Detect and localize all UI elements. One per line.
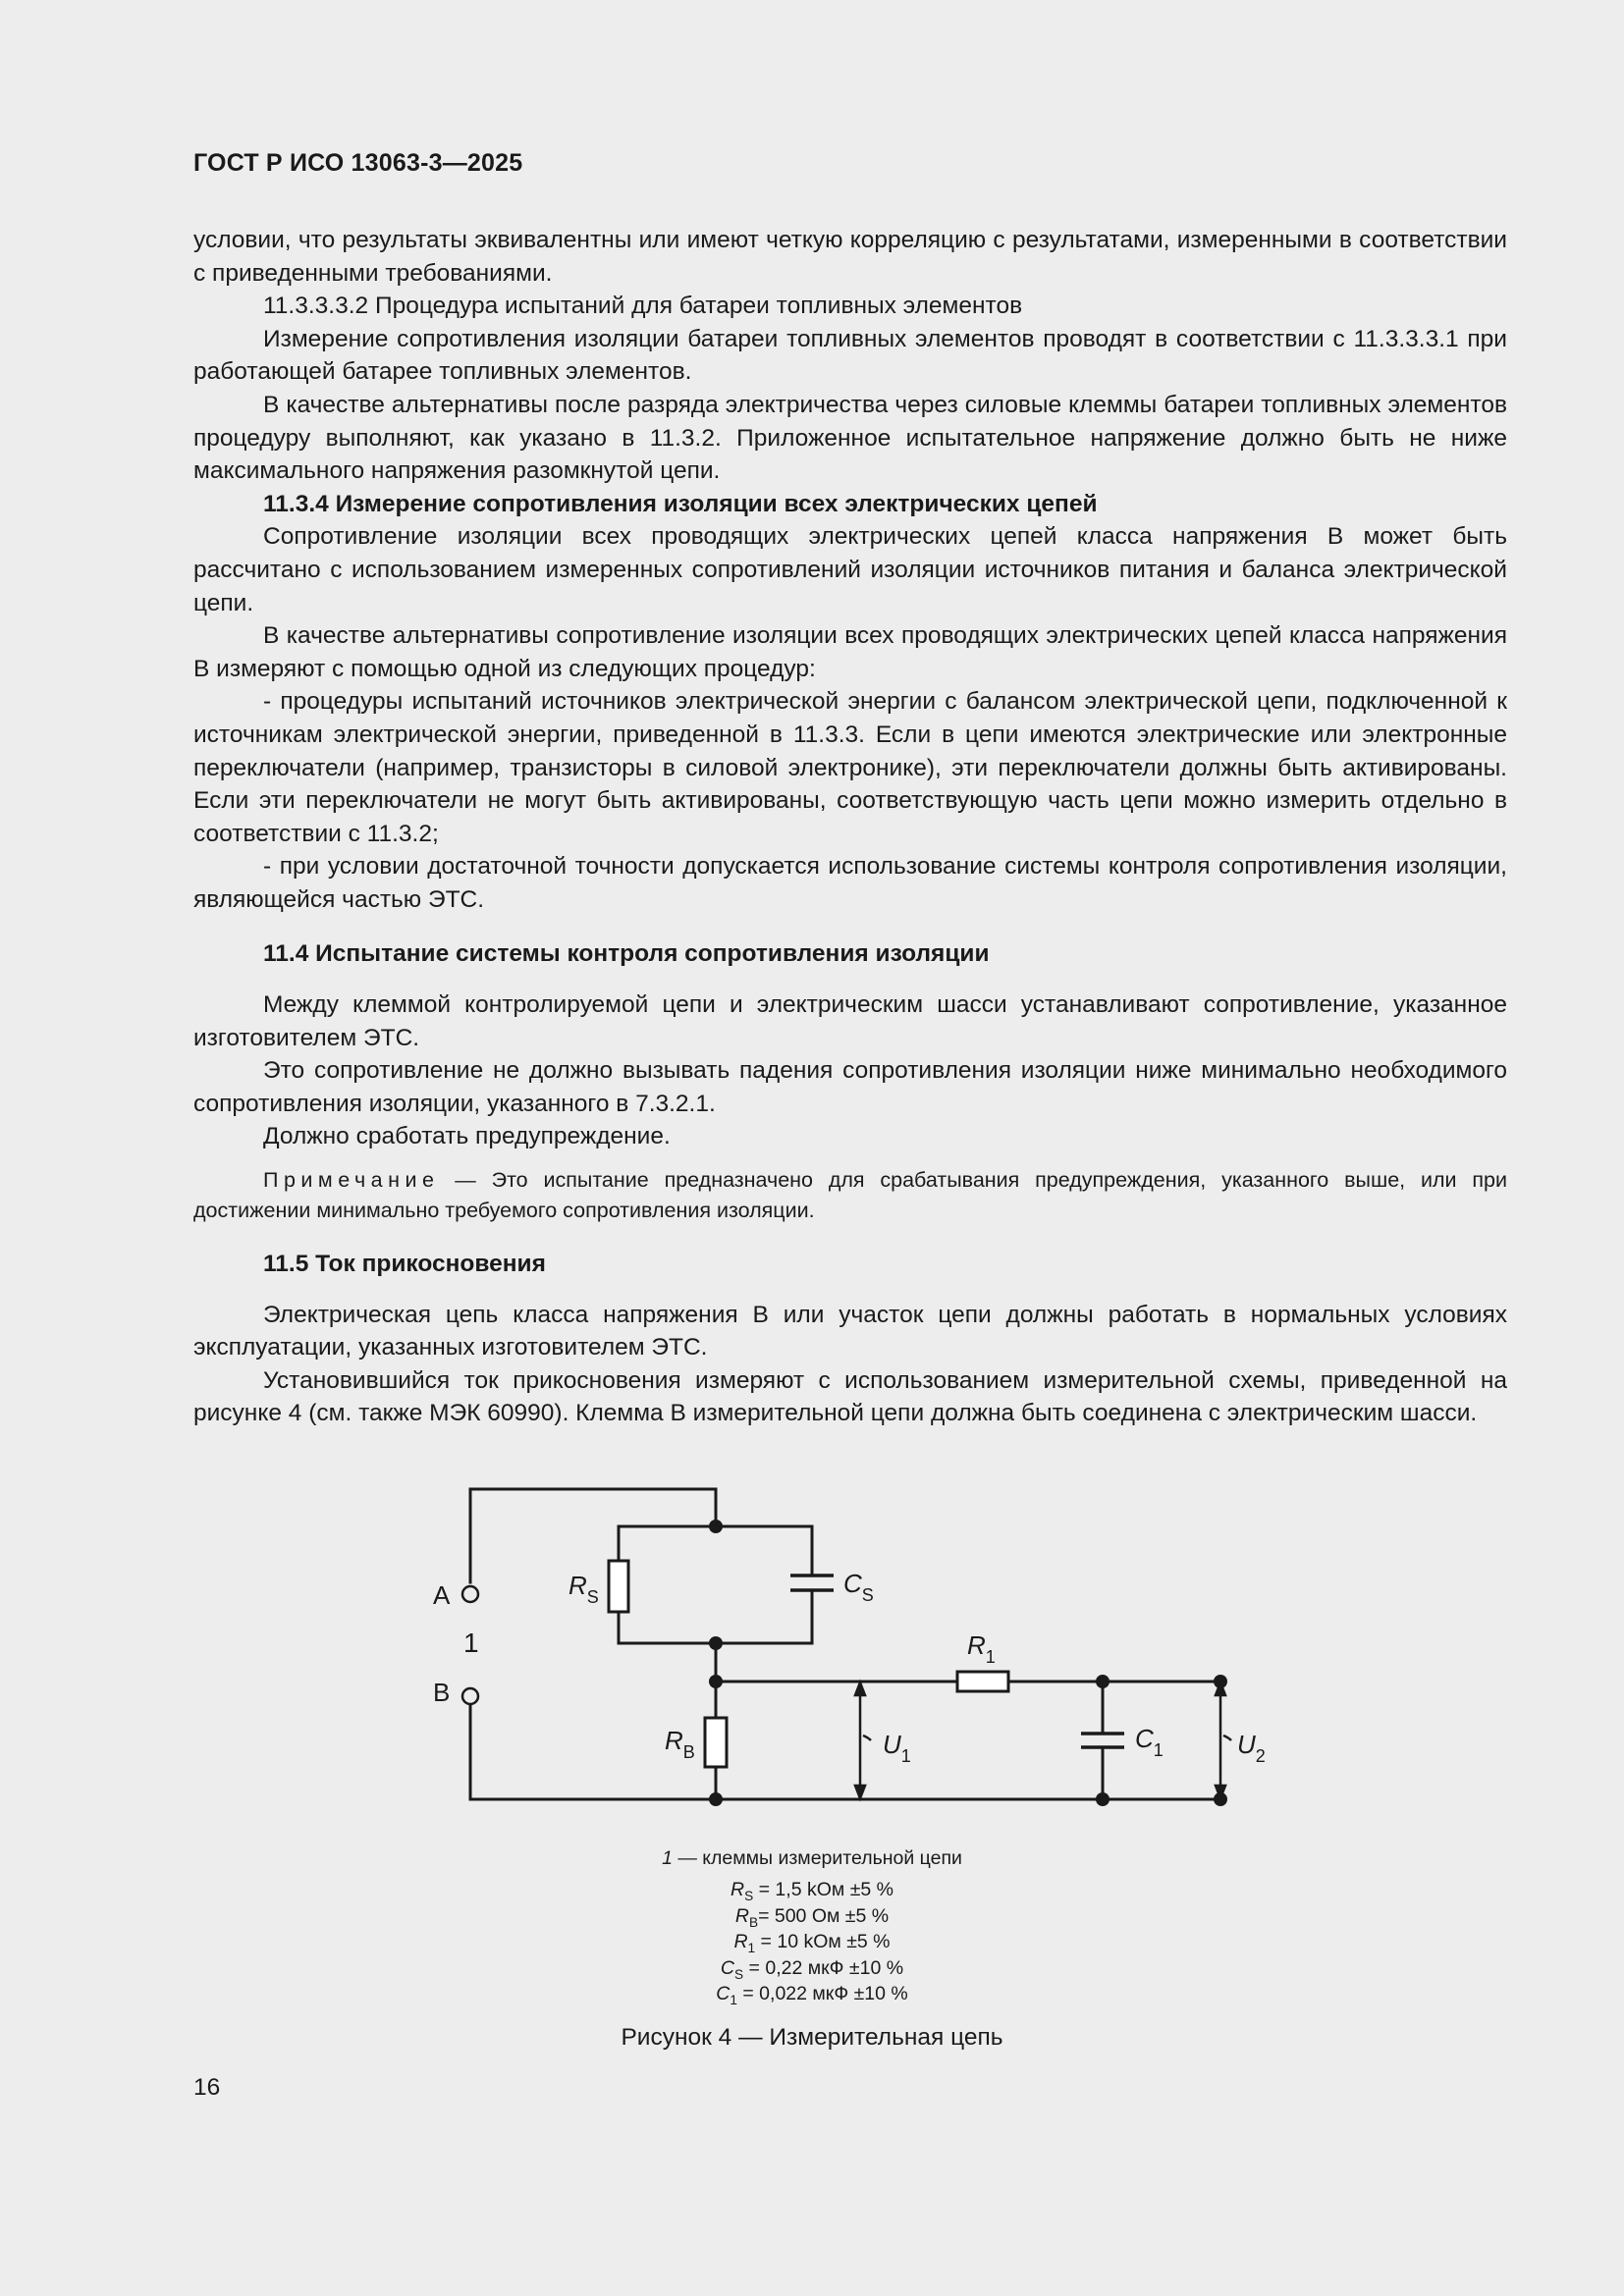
rb-label: $R_B$ xyxy=(665,1726,695,1762)
legend-value-rs: $R_S = 1,5$ kОм ±5 % xyxy=(731,1879,893,1903)
legend-value-r1: $R_1 = 10$ kОм ±5 % xyxy=(733,1931,891,1955)
u1-arrow-head-top xyxy=(855,1682,865,1695)
u2-label: $U_2$ xyxy=(1237,1730,1266,1766)
paragraph: В качестве альтернативы после разряда электричества через силовые клеммы батареи топливных элементов процедуру выполняют, как указано в 11.3.2. Приложенное испытательное напряжение должно быть не ниже максимального напряжения разомкнутой цепи. xyxy=(193,391,1507,485)
resistor-rb xyxy=(705,1718,727,1767)
terminal-a xyxy=(462,1586,478,1602)
terminal-b xyxy=(462,1688,478,1704)
terminal-b-label: B xyxy=(433,1678,451,1707)
paragraph: условии, что результаты эквивалентны или имеют четкую корреляцию с результатами, измеренными в соответствии с приведенными требованиями. xyxy=(193,227,1507,287)
legend-value-c1: $C_1 = 0,022$ мкФ ±10 % xyxy=(716,1983,908,2007)
paragraph: В качестве альтернативы сопротивление изоляции всех проводящих электрических цепей класса напряжения В измеряют с помощью одной из следующих процедур: xyxy=(193,622,1507,682)
paragraph: Сопротивление изоляции всех проводящих электрических цепей класса напряжения В может быть рассчитано с использованием измеренных сопротивлений изоляции источников питания и баланса электрической цепи. xyxy=(193,523,1507,616)
legend-value-rb: $R_B= 500$ Ом ±5 % xyxy=(734,1904,890,1930)
node xyxy=(1214,1675,1227,1688)
figure-legend-values xyxy=(0,1877,1624,2007)
node xyxy=(709,1636,723,1650)
figure-caption: Рисунок 4 — Измерительная цепь xyxy=(621,2024,1003,2051)
legend-value-cs: $C_S = 0,22$ мкФ ±10 % xyxy=(720,1956,904,1982)
resistor-rs xyxy=(609,1561,628,1612)
document-header: ГОСТ Р ИСО 13063-3—2025 xyxy=(193,149,523,177)
u1-tick xyxy=(863,1735,871,1740)
paragraph: Между клеммой контролируемой цепи и электрическим шасси устанавливают сопротивление, указанное изготовителем ЭТС. xyxy=(193,991,1507,1051)
c1-label: $C_1$ xyxy=(1135,1724,1164,1760)
node xyxy=(709,1520,723,1533)
terminal-a-label: A xyxy=(433,1580,451,1610)
note-label: Примечание xyxy=(263,1168,440,1193)
u1-arrow-head-bottom xyxy=(855,1786,865,1798)
u1-label: $U_1$ xyxy=(883,1730,911,1766)
section-heading-11-3-4: 11.3.4 Измерение сопротивления изоляции всех электрических цепей xyxy=(263,490,1098,517)
section-heading-11-4: 11.4 Испытание системы контроля сопротивления изоляции xyxy=(263,940,990,968)
cs-label: $C_S$ xyxy=(843,1569,874,1605)
node xyxy=(709,1675,723,1688)
wire-bottom xyxy=(470,1706,1220,1799)
list-item: - процедуры испытаний источников электрической энергии с балансом электрической цепи, подключенной к источникам электрической энергии, приведенной в 11.3.3. Если в цепи имеются электрические или электронные переключатели (например, транзисторы в силовой электронике), эти переключатели должны быть активированы. Если эти переключатели не могут быть активированы, соответствующую часть цепи можно измерить отдельно в соответствии с 11.3.2; xyxy=(193,688,1507,847)
node xyxy=(709,1792,723,1806)
u2-tick xyxy=(1223,1735,1231,1740)
note-text: — Это испытание предназначено для срабатывания предупреждения, указанного выше, или при достижении минимально требуемого сопротивления изоляции. xyxy=(193,1168,1507,1223)
terminal-number-label: 1 xyxy=(463,1628,479,1658)
resistor-r1 xyxy=(957,1672,1008,1691)
section-heading-11-5: 11.5 Ток прикосновения xyxy=(263,1251,546,1278)
paragraph: Измерение сопротивления изоляции батареи топливных элементов проводят в соответствии с 11.3.3.3.1 при работающей батарее топливных элементов. xyxy=(193,325,1507,386)
wire-top xyxy=(470,1489,716,1582)
legend-text: — клеммы измерительной цепи xyxy=(672,1847,962,1869)
page-number: 16 xyxy=(193,2074,221,2101)
clause-title-11-3-3-3-2: 11.3.3.3.2 Процедура испытаний для батареи топливных элементов xyxy=(263,293,1023,320)
rs-label: $R_S$ xyxy=(568,1571,599,1607)
legend-number: 1 xyxy=(662,1847,673,1869)
node xyxy=(1096,1792,1110,1806)
node xyxy=(1096,1675,1110,1688)
paragraph: Электрическая цепь класса напряжения В или участок цепи должны работать в нормальных условиях эксплуатации, указанных изготовителем ЭТС. xyxy=(193,1301,1507,1362)
node xyxy=(1214,1792,1227,1806)
paragraph: Установившийся ток прикосновения измеряют с использованием измерительной схемы, приведенной на рисунке 4 (см. также МЭК 60990). Клемма В измерительной цепи должна быть соединена с электрическим шасси. xyxy=(193,1366,1507,1427)
figure-legend-key xyxy=(0,1845,1624,1872)
list-item: - при условии достаточной точности допускается использование системы контроля сопротивления изоляции, являющейся частью ЭТС. xyxy=(193,853,1507,913)
paragraph: Это сопротивление не должно вызывать падения сопротивления изоляции ниже минимально необходимого сопротивления изоляции, указанного в 7.3.2.1. xyxy=(193,1057,1507,1117)
r1-label: $R_1$ xyxy=(967,1630,996,1667)
paragraph: Должно сработать предупреждение. xyxy=(263,1123,671,1150)
